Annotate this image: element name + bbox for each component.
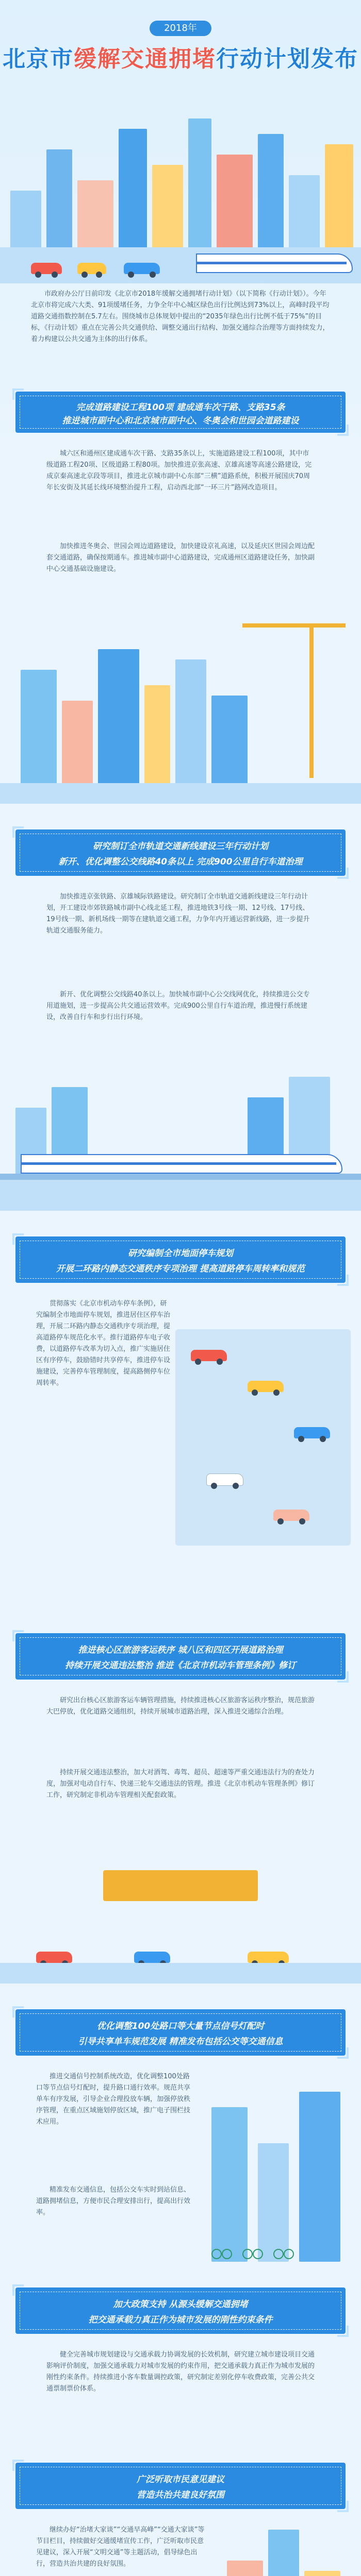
section-7-illustration bbox=[217, 2514, 351, 2576]
building bbox=[258, 2143, 289, 2262]
section-7-line2: 营造共治共建良好氛围 bbox=[137, 2490, 224, 2500]
metro-train bbox=[21, 1154, 342, 1174]
section-7-line1: 广泛听取市民意见建议 bbox=[137, 2475, 224, 2485]
section-1-line2: 推进城市副中心和北京城市副中心、冬奥会和世园会道路建设 bbox=[62, 416, 299, 426]
car bbox=[294, 1427, 330, 1438]
crane-arm bbox=[242, 623, 346, 628]
building bbox=[98, 649, 139, 804]
section-4-paragraph: 持续开展交通违法整治，加大对酒驾、毒驾、超员、超速等严重交通违法行为的查处力度，加强对电动自行车、快递三轮车交通违法的管理。推进《北京市机动车管理条例》修订工作，研究制定非机动车管理相关配套政策。 bbox=[46, 1769, 315, 1799]
car bbox=[36, 1952, 72, 1963]
car bbox=[273, 1510, 309, 1521]
section-4-illustration bbox=[0, 1850, 361, 1984]
header bbox=[0, 0, 361, 289]
section-3-line2: 开展二环路内静态交通秩序专项治理 提高道路停车周转率和规范 bbox=[56, 1264, 305, 1274]
section-4-paragraph: 研究出台核心区旅游客运车辆管理措施，持续推进核心区旅游客运秩序整治，规范旅游大巴停放，优化道路交通组织，持续开展城市道路治理，深入推进交通综合治理。 bbox=[46, 1697, 315, 1716]
building bbox=[211, 2107, 248, 2262]
shared-bike bbox=[242, 2247, 263, 2259]
overpass bbox=[103, 1870, 258, 1901]
road bbox=[0, 783, 361, 804]
page-title bbox=[0, 40, 361, 73]
road bbox=[0, 1963, 361, 1984]
car bbox=[31, 263, 62, 274]
crane bbox=[309, 623, 314, 778]
section-7-banner bbox=[15, 2463, 346, 2509]
rail-track bbox=[0, 1174, 361, 1180]
section-1-paragraph: 加快推进冬奥会、世园会周边道路建设，加快建设京礼高速，以及延庆区世园会周边配套交通道路，确保按期通车。推进城市副中心道路建设，完成通州区道路建设任务，加快副中心交通基础设施建设。 bbox=[46, 543, 315, 573]
shared-bike bbox=[273, 2247, 294, 2259]
title-prefix: 北京市 bbox=[3, 46, 74, 72]
section-3-paragraph: 贯彻落实《北京市机动车停车条例》，研究编制全市地面停车规划，推进居住区停车治理，开展二环路内静态交通秩序专项治理，提高道路停车规范化水平。推行道路停车电子收费，以道路停车改革为切入点，推广实施居住区有序停车，鼓励错时共享停车，推进停车设施建设，完善停车管理制度，提高路侧停车位周转率。 bbox=[36, 1300, 171, 1387]
section-4-banner bbox=[15, 1633, 346, 1680]
car bbox=[77, 263, 106, 274]
section-1-illustration bbox=[0, 608, 361, 804]
section-6-banner bbox=[15, 2287, 346, 2334]
section-1-line1: 完成道路建设工程100项 建成通车次干路、支路35条 bbox=[76, 402, 285, 413]
section-5-line1: 优化调整100处路口等大量节点信号灯配时 bbox=[96, 2021, 265, 2031]
section-7-paragraph: 继续办好“治堵大家谈”“交通早高峰”“交通大家谈”等节目栏目，持续做好交通缓堵宣传工作，广泛听取市民意见建议，深入开展“文明交通”等主题活动，倡导绿色出行，营造共治共建的良好氛围。 bbox=[36, 2526, 205, 2568]
building bbox=[175, 659, 206, 804]
section-2-banner bbox=[15, 829, 346, 876]
building bbox=[227, 2561, 263, 2576]
section-6-line1: 加大政策支持 从源头缓解交通拥堵 bbox=[113, 2299, 248, 2310]
road bbox=[0, 1180, 361, 1211]
shared-bike bbox=[211, 2247, 232, 2259]
section-6-paragraph: 健全完善城市规划建设与交通承载力协调发展的长效机制，研究建立城市建设项目交通影响评价制度，加强交通承载力对城市发展的约束作用，把交通承载力真正作为城市发展的刚性约束条件。持续推进小客车数量调控政策，研究制定差别化停车收费政策，完善公共交通票制票价体系。 bbox=[46, 2351, 315, 2393]
section-6-line2: 把交通承载力真正作为城市发展的刚性约束条件 bbox=[88, 2315, 273, 2325]
section-1-paragraph: 城六区和通州区建成通车次干路、支路35条以上，实施道路建设工程100项，其中市级道路工程20项、区级道路工程80项。加快推进京张高速、京雄高速等高速公路建设，完成京秦高速北京段等项目，推进北京城市副中心东部“三横”道路系统，积极开展国庆70周年长安街及其延长线环境整治提升工程，启动西北部“一环三片”路网改造项目。 bbox=[46, 450, 312, 492]
section-2-illustration bbox=[0, 1056, 361, 1211]
section-1-banner bbox=[15, 392, 346, 433]
year-badge: 2018年 bbox=[150, 21, 211, 36]
section-4-line2: 持续开展交通违法整治 推进《北京市机动车管理条例》修订 bbox=[65, 1660, 296, 1671]
section-3-line1: 研究编制全市地面停车规划 bbox=[128, 1248, 233, 1259]
bus bbox=[124, 263, 160, 274]
high-speed-train bbox=[196, 253, 353, 273]
car bbox=[206, 1473, 243, 1486]
building bbox=[299, 2092, 340, 2262]
section-5-banner bbox=[15, 2009, 346, 2056]
title-highlight: 缓解交通拥堵 bbox=[74, 46, 216, 72]
building bbox=[304, 2571, 340, 2576]
section-5-line2: 引导共享单车规范发展 精准发布包括公交等交通信息 bbox=[78, 2037, 283, 2047]
section-3-banner bbox=[15, 1236, 346, 1283]
car bbox=[248, 1381, 284, 1392]
car bbox=[134, 1952, 170, 1963]
intro-text: 市政府办公厅日前印发《北京市2018年缓解交通拥堵行动计划》（以下简称《行动计划》）。今年北京市将完成六大类、91项缓堵任务，力争全年中心城区绿色出行比例达到73%以上，高峰时段平均道路交通指数控制在5.7左右。围绕城市总体规划中提出的“2035年绿色出行比例不低于75%”的目标，《行动计划》重点在完善公共交通供给、调整交通出行结构、加强交通综合治理等方面持续发力，着力构建以公共交通为主体的出行体系。 bbox=[31, 290, 330, 343]
section-2-line1: 研究制订全市轨道交通新线建设三年行动计划 bbox=[93, 841, 268, 852]
section-4-line1: 推进核心区旅游客运秩序 城八区和四区开展道路治理 bbox=[78, 1645, 283, 1655]
car bbox=[248, 1952, 289, 1963]
section-5-paragraph: 推进交通信号控制系统改造，优化调整100处路口等节点信号灯配时，提升路口通行效率。规范共享单车有序发展，引导企业合理投放车辆，加强停放秩序管理，在重点区域施划停放区域，推广电子围栏技术应用。 bbox=[36, 2073, 191, 2126]
section-2-line2: 新开、优化调整公交线路40条以上 完成900公里自行车道治理 bbox=[58, 857, 303, 867]
car bbox=[191, 1350, 227, 1361]
section-2-paragraph: 加快推进京张铁路、京雄城际铁路建设。研究制订全市轨道交通新线建设三年行动计划，开工建设市郊铁路城市副中心线北延工程，推进地铁3号线一期、12号线、17号线、19号线一期、新机场线一期等在建轨道交通工程，力争年内开通运营新线路，进一步提升轨道交通服务能力。 bbox=[46, 893, 310, 935]
building bbox=[268, 2530, 299, 2576]
parking-lot-illustration bbox=[175, 1298, 351, 1577]
bike-share-illustration bbox=[201, 2076, 351, 2262]
section-2-paragraph: 新开、优化调整公交线路40条以上。加快城市副中心公交线网优化，持续推进公交专用道施划，进一步提高公共交通运营效率。完成900公里自行车道治理，推进慢行系统建设，改善自行车和步行出行环境。 bbox=[46, 991, 310, 1021]
header-city-illustration bbox=[0, 77, 361, 283]
section-5-paragraph: 精准发布交通信息，包括公交车实时到站信息、道路拥堵信息，方便市民合理安排出行，提高出行效率。 bbox=[36, 2186, 191, 2216]
title-suffix: 行动计划发布 bbox=[216, 46, 358, 72]
